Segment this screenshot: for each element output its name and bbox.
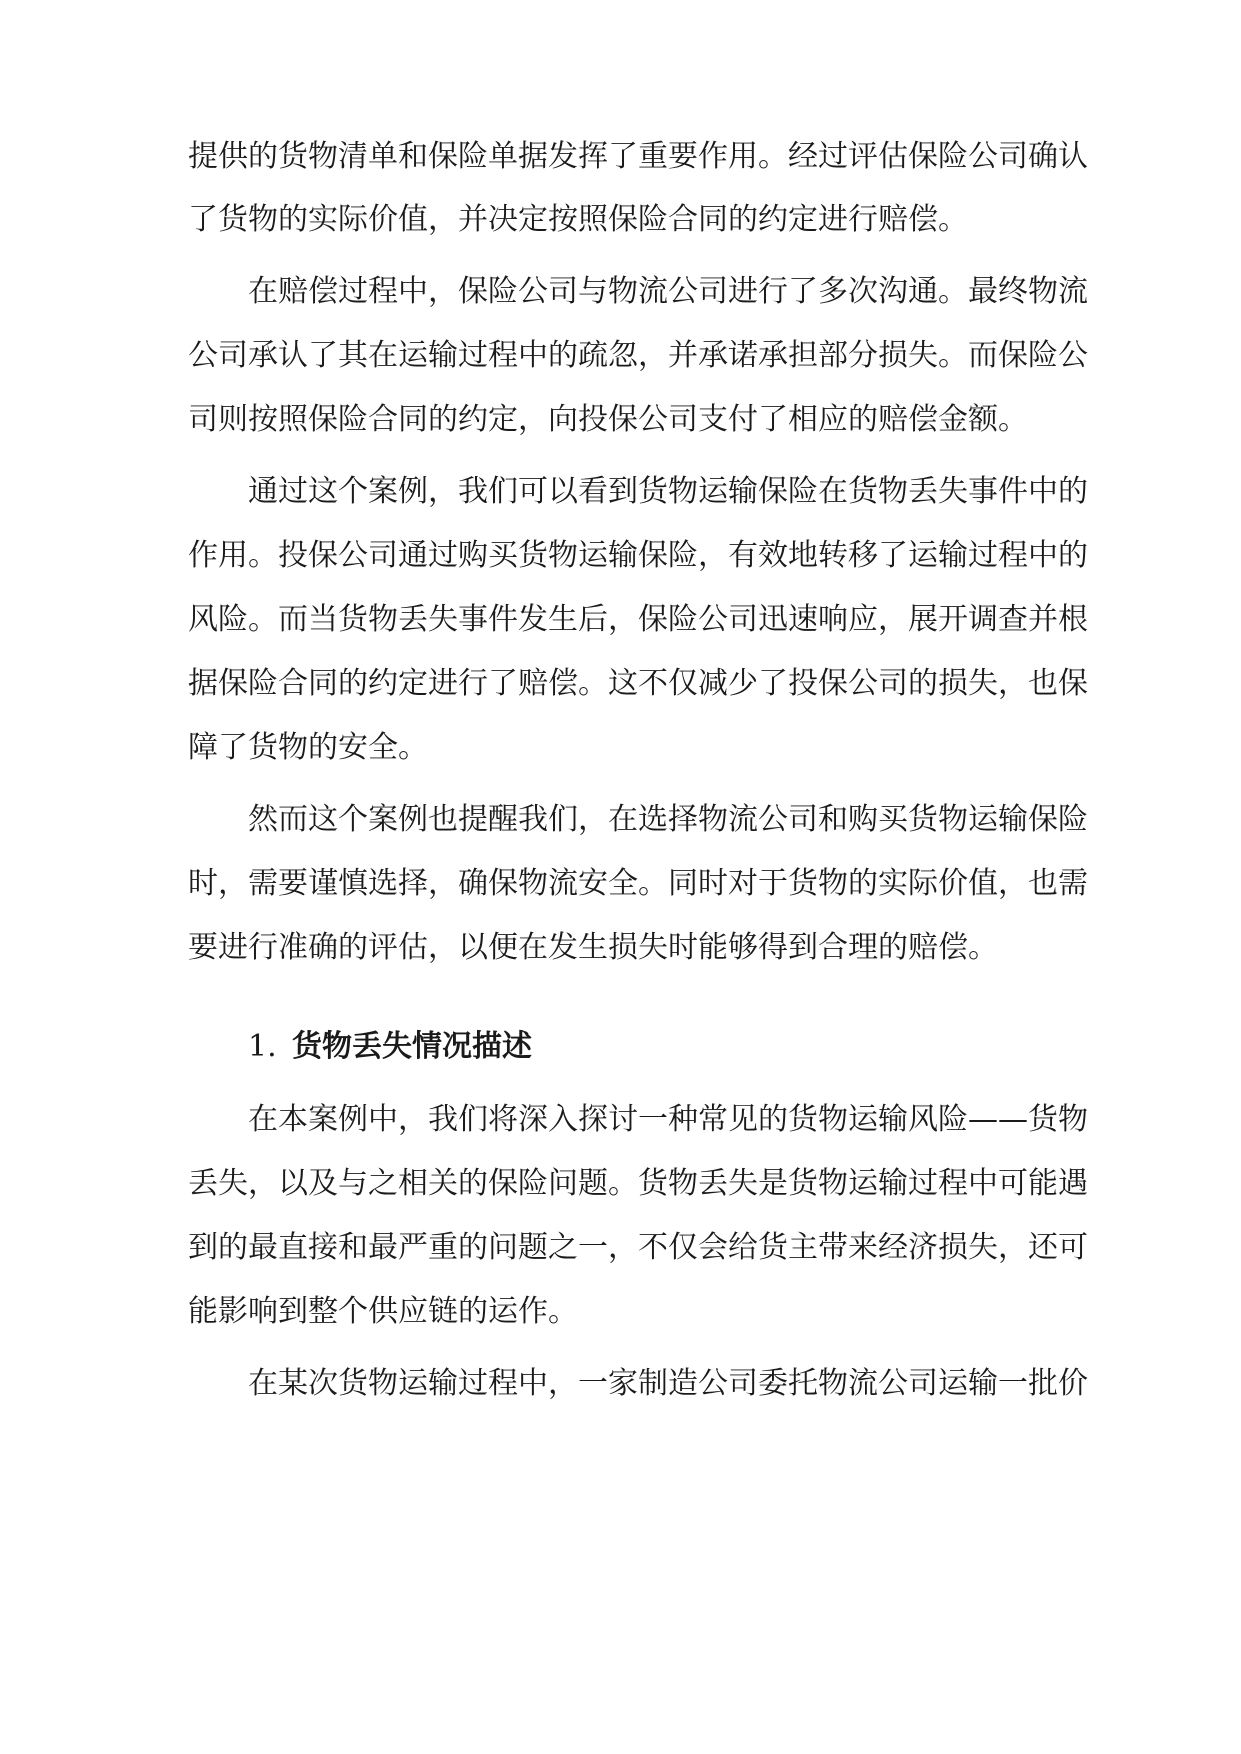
paragraph-4-line-2: 时，需要谨慎选择，确保物流安全。同时对于货物的实际价值，也需 [188,866,1088,901]
section-heading [248,1027,532,1067]
paragraph-3-line-2: 作用。投保公司通过购买货物运输保险，有效地转移了运输过程中的 [188,538,1088,573]
section-title: 货物丢失情况描述 [292,1029,532,1064]
paragraph-2-line-2: 公司承认了其在运输过程中的疏忽，并承诺承担部分损失。而保险公 [188,338,1088,373]
paragraph-4-line-1: 然而这个案例也提醒我们，在选择物流公司和购买货物运输保险 [248,802,1088,837]
section-paragraph-1-line-2: 丢失，以及与之相关的保险问题。货物丢失是货物运输过程中可能遇 [188,1166,1088,1201]
paragraph-2-line-3: 司则按照保险合同的约定，向投保公司支付了相应的赔偿金额。 [188,402,1028,437]
section-number: 1. [248,1029,277,1064]
paragraph-3-line-1: 通过这个案例，我们可以看到货物运输保险在货物丢失事件中的 [248,474,1088,509]
paragraph-1-line-1: 提供的货物清单和保险单据发挥了重要作用。经过评估保险公司确认 [188,139,1088,174]
section-paragraph-1-line-4: 能影响到整个供应链的运作。 [188,1294,578,1329]
section-paragraph-1-line-3: 到的最直接和最严重的问题之一，不仅会给货主带来经济损失，还可 [188,1230,1088,1265]
paragraph-3-line-3: 风险。而当货物丢失事件发生后，保险公司迅速响应，展开调查并根 [188,602,1088,637]
section-paragraph-1-line-1: 在本案例中，我们将深入探讨一种常见的货物运输风险——货物 [248,1102,1088,1137]
paragraph-1-line-2: 了货物的实际价值，并决定按照保险合同的约定进行赔偿。 [188,202,968,237]
section-paragraph-2-line-1: 在某次货物运输过程中，一家制造公司委托物流公司运输一批价 [248,1366,1088,1401]
paragraph-4-line-3: 要进行准确的评估，以便在发生损失时能够得到合理的赔偿。 [188,930,998,965]
paragraph-3-line-5: 障了货物的安全。 [188,730,428,765]
paragraph-3-line-4: 据保险合同的约定进行了赔偿。这不仅减少了投保公司的损失，也保 [188,666,1088,701]
paragraph-2-line-1: 在赔偿过程中，保险公司与物流公司进行了多次沟通。最终物流 [248,274,1088,309]
